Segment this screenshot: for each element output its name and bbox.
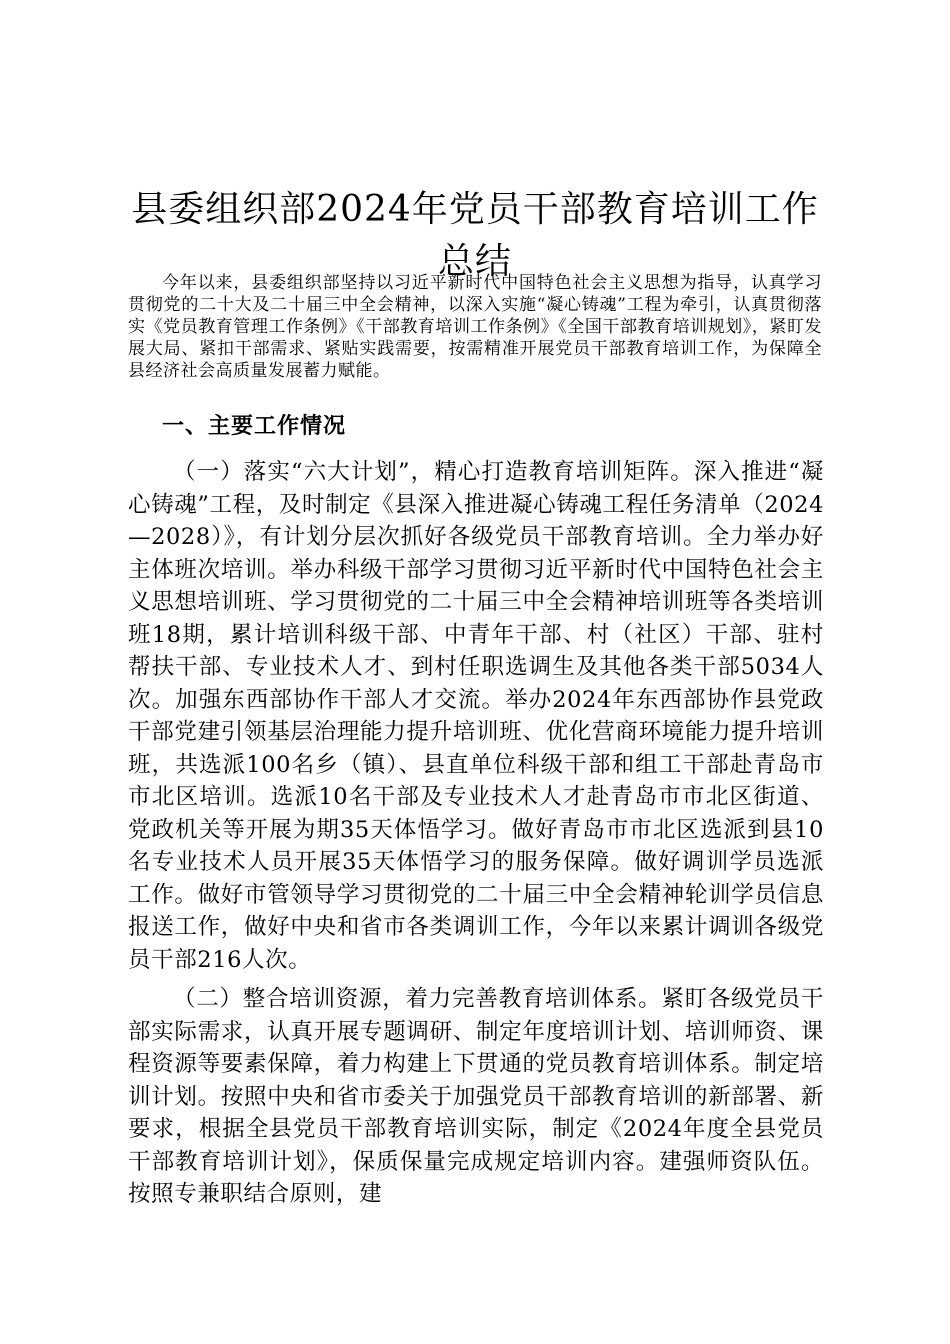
abstract-paragraph: 今年以来，县委组织部坚持以习近平新时代中国特色社会主义思想为指导，认真学习贯彻党的二十大及二十届三中全会精神，以深入实施“凝心铸魂”工程为牵引，认真贯彻落实《党员教育管理工作条例》《干部教育培训工作条例》《全国干部教育培训规划》，紧盯发展大局、紧扣干部需求、紧贴实践需要，按需精准开展党员干部教育培训工作，为保障全县经济社会高质量发展蓄力赋能。	[128, 273, 822, 381]
body-paragraph-2: （二）整合培训资源，着力完善教育培训体系。紧盯各级党员干部实际需求，认真开展专题调研、制定年度培训计划、培训师资、课程资源等要素保障，着力构建上下贯通的党员教育培训体系。制定培训计划。按照中央和省市委关于加强党员干部教育培训的新部署、新要求，根据全县党员干部教育培训实际，制定《2024年度全县党员干部教育培训计划》，保质保量完成规定培训内容。建强师资队伍。按照专兼职结合原则，建	[128, 986, 824, 1207]
section-heading-main-work: 一、主要工作情况	[162, 413, 347, 439]
body-paragraph-1: （一）落实“六大计划”，精心打造教育培训矩阵。深入推进“凝心铸魂”工程，及时制定《县深入推进凝心铸魂工程任务清单（2024—2028）》，有计划分层次抓好各级党员干部教育培训。全力举办好主体班次培训。举办科级干部学习贯彻习近平新时代中国特色社会主义思想培训班、学习贯彻党的二十届三中全会精神培训班等各类培训班18期，累计培训科级干部、中青年干部、村（社区）干部、驻村帮扶干部、专业技术人才、到村任职选调生及其他各类干部5034人次。加强东西部协作干部人才交流。举办2024年东西部协作县党政干部党建引领基层治理能力提升培训班、优化营商环境能力提升培训班，共选派100名乡（镇）、县直单位科级干部和组工干部赴青岛市市北区培训。选派10名干部及专业技术人才赴青岛市市北区街道、党政机关等开展为期35天体悟学习。做好青岛市市北区选派到县10名专业技术人员开展35天体悟学习的服务保障。做好调训学员选派工作。做好市管领导学习贯彻党的二十届三中全会精神轮训学员信息报送工作，做好中央和省市各类调训工作，今年以来累计调训各级党员干部216人次。	[128, 459, 824, 973]
document-title: 县委组织部2024年党员干部教育培训工作总结	[131, 189, 819, 283]
